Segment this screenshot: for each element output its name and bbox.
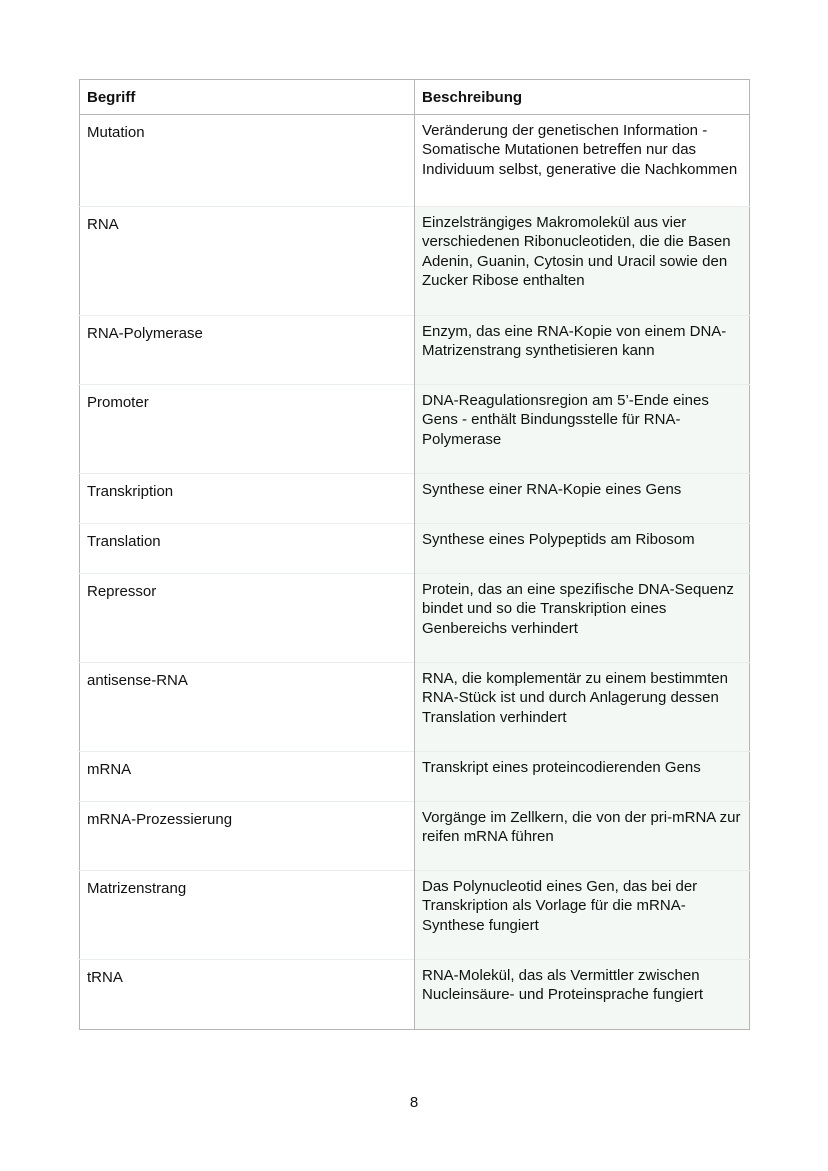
term-cell: antisense-RNA: [80, 662, 415, 751]
term-cell: Matrizenstrang: [80, 870, 415, 959]
description-cell: Einzelsträngiges Makromolekül aus vier verschiedenen Ribonucleotiden, die die Basen Adenin, Guanin, Cytosin und Uracil sowie den Zucker Ribose enthalten: [415, 206, 750, 315]
glossary-sheet: [79, 79, 749, 1030]
term-cell: Translation: [80, 523, 415, 573]
table-row: [80, 662, 750, 751]
table-row: [80, 751, 750, 801]
page-number: 8: [409, 1094, 419, 1111]
table-row: [80, 801, 750, 870]
term-cell: Mutation: [80, 114, 415, 206]
term-cell: Transkription: [80, 473, 415, 523]
description-cell: Synthese einer RNA-Kopie eines Gens: [415, 473, 750, 523]
description-cell: Das Polynucleotid eines Gen, das bei der Transkription als Vorlage für die mRNA-Synthese fungiert: [415, 870, 750, 959]
header-description: Beschreibung: [415, 80, 750, 115]
table-row: [80, 206, 750, 315]
table-header-row: [80, 80, 750, 115]
description-cell: Vorgänge im Zellkern, die von der pri-mRNA zur reifen mRNA führen: [415, 801, 750, 870]
term-cell: Repressor: [80, 573, 415, 662]
term-cell: Promoter: [80, 384, 415, 473]
term-cell: mRNA-Prozessierung: [80, 801, 415, 870]
description-cell: Veränderung der genetischen Information - Somatische Mutationen betreffen nur das Individuum selbst, generative die Nachkommen: [415, 114, 750, 206]
description-cell: Protein, das an eine spezifische DNA-Sequenz bindet und so die Transkription eines Genbereichs verhindert: [415, 573, 750, 662]
description-cell: RNA, die komplementär zu einem bestimmten RNA-Stück ist und durch Anlagerung dessen Translation verhindert: [415, 662, 750, 751]
term-cell: RNA-Polymerase: [80, 315, 415, 384]
description-cell: Synthese eines Polypeptids am Ribosom: [415, 523, 750, 573]
table-row: [80, 384, 750, 473]
description-cell: Enzym, das eine RNA-Kopie von einem DNA-Matrizenstrang synthetisieren kann: [415, 315, 750, 384]
table-row: [80, 473, 750, 523]
term-cell: mRNA: [80, 751, 415, 801]
glossary-table: [79, 79, 750, 1030]
table-row: [80, 523, 750, 573]
term-cell: RNA: [80, 206, 415, 315]
table-row: [80, 573, 750, 662]
header-term: Begriff: [80, 80, 415, 115]
table-row: [80, 315, 750, 384]
term-cell: tRNA: [80, 959, 415, 1029]
table-row: [80, 114, 750, 206]
table-row: [80, 870, 750, 959]
description-cell: RNA-Molekül, das als Vermittler zwischen Nucleinsäure- und Proteinsprache fungiert: [415, 959, 750, 1029]
description-cell: DNA-Reagulationsregion am 5’-Ende eines Gens - enthält Bindungsstelle für RNA-Polymerase: [415, 384, 750, 473]
table-row: [80, 959, 750, 1029]
description-cell: Transkript eines proteincodierenden Gens: [415, 751, 750, 801]
